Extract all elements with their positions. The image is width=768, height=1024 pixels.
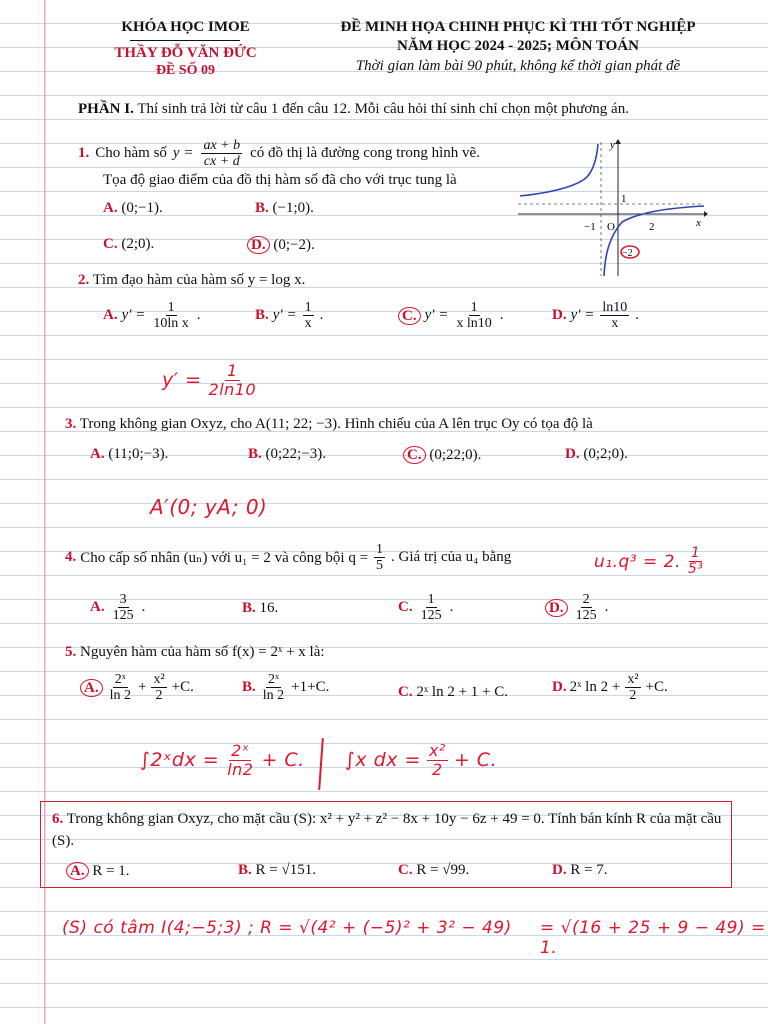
option-letter: A. [90, 599, 105, 616]
q2-option-b: B. y′ = $\frac{1}{x}$ . [255, 300, 324, 332]
course-title: KHÓA HỌC IMOE [121, 19, 250, 35]
option-text: R = √99. [416, 862, 470, 878]
q3-option-a [90, 446, 168, 463]
option-letter: A. [103, 200, 118, 216]
frac-num: 2ˣ [267, 672, 279, 687]
q1-frac-num: ax + b [203, 138, 241, 153]
q5-stem [65, 644, 325, 661]
option-tail: +C. [645, 679, 668, 696]
q5-option-c [398, 684, 508, 701]
frac-den: ln 2 [109, 688, 131, 704]
q2-option-c: C. y′ = $\frac{1}{\text{x ln10}}$ . [398, 300, 504, 332]
option-text: (0;22;−3). [265, 446, 327, 462]
option-letter-circled: C. [403, 446, 426, 464]
q2-text: Tìm đạo hàm của hàm số y = log x. [92, 272, 306, 288]
q5-handwritten-right [345, 742, 497, 778]
hw-text: u₁.q³ = 2. [594, 551, 681, 572]
option-text: (0;2;0). [583, 446, 628, 462]
option-fraction [303, 300, 314, 332]
hw-den: 2 [432, 759, 443, 779]
q3-option-d [565, 446, 628, 463]
option-fraction [600, 300, 629, 332]
option-fraction [261, 672, 286, 704]
frac-num: 3 [119, 592, 127, 607]
option-letter-circled: D. [247, 236, 270, 254]
option-text: (0;22;0). [429, 447, 482, 463]
q3-option-b [248, 446, 326, 463]
option-letter: C. [398, 684, 413, 700]
q6-option-b [238, 862, 316, 879]
option-text: (0;−1). [121, 200, 163, 216]
q2-handwritten-note [162, 362, 260, 398]
q4-ratio-fraction [374, 542, 385, 574]
frac-den: x [611, 316, 619, 332]
q4-option-c: C. $\frac{1}{125}$ . [398, 592, 454, 624]
q5-number: 5. [65, 644, 77, 660]
hw-lhs: ∫x dx = [345, 749, 421, 772]
option-tail: +1+C. [291, 679, 330, 696]
option-text: (2;0). [121, 236, 155, 252]
frac-num: 1 [376, 542, 384, 557]
q4-option-d: D. $\frac{2}{125}$ . [545, 592, 608, 624]
frac-num: x² [627, 672, 639, 687]
graph-y-label: y [610, 139, 615, 151]
exam-subtitle: NĂM HỌC 2024 - 2025; MÔN TOÁN [397, 38, 639, 54]
frac-num: 1 [427, 592, 435, 607]
option-letter: C. [103, 236, 118, 252]
frac-den: 2 [629, 688, 637, 704]
q1-frac-den: cx + d [203, 154, 240, 170]
q1-stem [78, 138, 518, 170]
header-divider [130, 40, 240, 41]
q1-line2: Tọa độ giao điểm của đồ thị hàm số đã cho với trục tung là [103, 172, 457, 188]
option-letter: A. [90, 446, 105, 462]
hw-den: 2ln10 [208, 379, 257, 399]
option-text: 2ˣ ln 2 + 1 + C. [416, 684, 509, 700]
q6-stem [52, 809, 722, 853]
hw-fraction [207, 362, 259, 398]
hw-fraction [427, 742, 448, 778]
graph-x-label: x [696, 217, 701, 229]
option-text: R = √151. [255, 862, 316, 878]
q2-number: 2. [78, 272, 90, 288]
option-pre: 2ˣ ln 2 + [569, 679, 621, 696]
q4-number: 4. [65, 549, 77, 566]
q5-option-b [242, 672, 329, 704]
option-letter: B. [242, 679, 256, 696]
option-letter-circled: A. [66, 862, 89, 880]
graph-tick-2: 2 [649, 221, 655, 233]
frac-den: 125 [420, 608, 442, 624]
hw-num: 2ˣ [231, 741, 250, 760]
hw-fraction [686, 546, 706, 578]
q6-option-a [66, 862, 130, 880]
option-text: 16. [259, 600, 279, 616]
part-text: Thí sinh trả lời từ câu 1 đến câu 12. Mỗi câu hỏi thí sinh chỉ chọn một phương án. [137, 101, 629, 117]
q5-text: Nguyên hàm của hàm số f(x) = 2ˣ + x là: [80, 644, 325, 660]
option-letter: D. [552, 862, 567, 878]
q6-option-c [398, 862, 469, 879]
q1-number: 1. [78, 145, 90, 162]
hw-num: x² [428, 741, 446, 760]
frac-den: 125 [112, 608, 134, 624]
q5-option-d [552, 672, 668, 704]
graph-tick-m1: −1 [584, 221, 596, 233]
q4-option-a: A. $\frac{3}{125}$ . [90, 592, 146, 624]
frac-num: 2ˣ [114, 672, 126, 687]
option-text: (−1;0). [272, 200, 314, 216]
option-fraction-1 [108, 672, 133, 704]
option-letter-circled: C. [398, 307, 421, 325]
option-letter: D. [565, 446, 580, 462]
q4-option-b [242, 600, 278, 617]
part-label: PHẦN I. [78, 101, 134, 117]
option-fraction [111, 592, 136, 624]
exam-title: ĐỀ MINH HỌA CHINH PHỤC KÌ THI TỐT NGHIỆP [340, 19, 696, 35]
frac-den: 5 [376, 558, 384, 574]
frac-num: x² [153, 672, 165, 687]
option-fraction [574, 592, 599, 624]
option-lhs: y′ = [272, 307, 297, 324]
hw-lhs: y′ = [162, 369, 202, 392]
frac-den: ln 2 [262, 688, 285, 704]
q1-option-b [255, 200, 314, 217]
q1-graph [518, 138, 708, 278]
q3-text: Trong không gian Oxyz, cho A(11; 22; −3). Hình chiếu của A lên trục Oy có tọa độ là [79, 416, 593, 432]
option-letter: C. [398, 599, 413, 616]
option-lhs: y′ = [121, 307, 146, 324]
option-letter: D. [552, 679, 567, 696]
q1-y: y = [172, 145, 194, 162]
option-tail: +C. [171, 679, 194, 696]
q4-handwritten-note [594, 546, 707, 578]
option-letter: C. [398, 862, 413, 878]
frac-den: 10ln x [153, 316, 189, 332]
hw-num: 1 [690, 545, 701, 561]
q4-stem [65, 542, 511, 574]
q1-pre: Cho hàm số [95, 145, 167, 162]
q3-stem [65, 416, 745, 433]
graph-marked-value: −2 [622, 248, 633, 259]
option-fraction [625, 672, 640, 704]
q4-post: . Giá trị của u₄ bằng [391, 549, 512, 566]
q6-handwritten-line1: (S) có tâm I(4;−5;3) ; R = √(4² + (−5)² + 3² − 49) [62, 918, 512, 938]
part-instructions [78, 101, 718, 118]
option-text: (11;0;−3). [108, 446, 169, 462]
exam-number: ĐỀ SỐ 09 [155, 63, 216, 78]
hw-tail: + C. [453, 749, 498, 772]
option-letter: A. [103, 307, 118, 324]
q1-fraction [201, 138, 242, 170]
graph-origin: O [607, 221, 615, 233]
option-letter: B. [238, 862, 252, 878]
option-fraction [151, 300, 190, 332]
option-fraction [419, 592, 444, 624]
time-note: Thời gian làm bài 90 phút, không kể thời gian phát đề [355, 58, 681, 74]
q3-number: 3. [65, 416, 77, 432]
hw-den: ln2 [227, 759, 254, 779]
option-letter-circled: A. [80, 679, 103, 697]
option-text: (0;−2). [273, 237, 315, 253]
option-text: R = 1. [92, 863, 130, 879]
option-letter: B. [242, 600, 256, 616]
option-letter: B. [255, 307, 269, 324]
q6-handwritten-line2: = √(16 + 25 + 9 − 49) = 1. [540, 918, 766, 958]
option-letter: B. [248, 446, 262, 462]
q5-handwritten-left [140, 742, 305, 778]
hw-den: 5³ [687, 561, 704, 578]
teacher-name: THẦY ĐỖ VĂN ĐỨC [114, 45, 257, 61]
option-fraction-2 [151, 672, 166, 704]
frac-num: 1 [470, 300, 478, 315]
q1-option-c [103, 236, 154, 253]
frac-num: 1 [304, 300, 312, 315]
handwritten-divider [318, 738, 324, 790]
frac-num: ln10 [602, 300, 628, 315]
q1-option-d [247, 236, 315, 254]
q1-post: có đồ thị là đường cong trong hình vẽ. [250, 145, 480, 162]
hw-fraction [225, 742, 255, 778]
frac-den: x ln10 [456, 316, 492, 332]
q3-handwritten-note: A′(0; yA; 0) [150, 495, 268, 519]
q5-option-a: A. $\frac{\text{2ˣ}}{\ln 2}$ + $\frac{\text{x²}}{2}$ +C. [80, 672, 194, 704]
q6-option-d [552, 862, 608, 879]
hw-lhs: ∫2ˣdx = [140, 749, 220, 772]
frac-den: 125 [575, 608, 597, 624]
hw-num: 1 [227, 361, 238, 380]
option-letter: B. [255, 200, 269, 216]
q2-stem [78, 272, 305, 289]
option-lhs: y′ = [570, 307, 595, 324]
option-letter: D. [552, 307, 567, 324]
frac-den: 2 [155, 688, 163, 704]
option-lhs: y′ = [424, 307, 449, 324]
frac-num: 2 [582, 592, 590, 607]
q3-option-c [403, 446, 481, 464]
hw-tail: + C. [261, 749, 305, 772]
option-letter-circled: D. [545, 599, 568, 617]
q1-option-a [103, 200, 163, 217]
q2-option-d: D. y′ = $\frac{\ln 10}{x}$ . [552, 300, 640, 332]
frac-den: x [304, 316, 312, 332]
q6-number: 6. [52, 811, 64, 827]
q4-pre: Cho cấp số nhân (uₙ) với u₁ = 2 và công bội q = [80, 550, 369, 567]
q2-option-a: A. y′ = $\frac{1}{\text{10ln x}}$ . [103, 300, 201, 332]
graph-tick-1: 1 [621, 193, 627, 205]
option-fraction [454, 300, 493, 332]
frac-num: 1 [167, 300, 175, 315]
q6-text: Trong không gian Oxyz, cho mặt cầu (S): x² + y² + z² − 8x + 10y − 6z + 49 = 0. Tính bán kính R của mặt cầu (S). [52, 811, 722, 849]
option-text: R = 7. [570, 862, 608, 878]
